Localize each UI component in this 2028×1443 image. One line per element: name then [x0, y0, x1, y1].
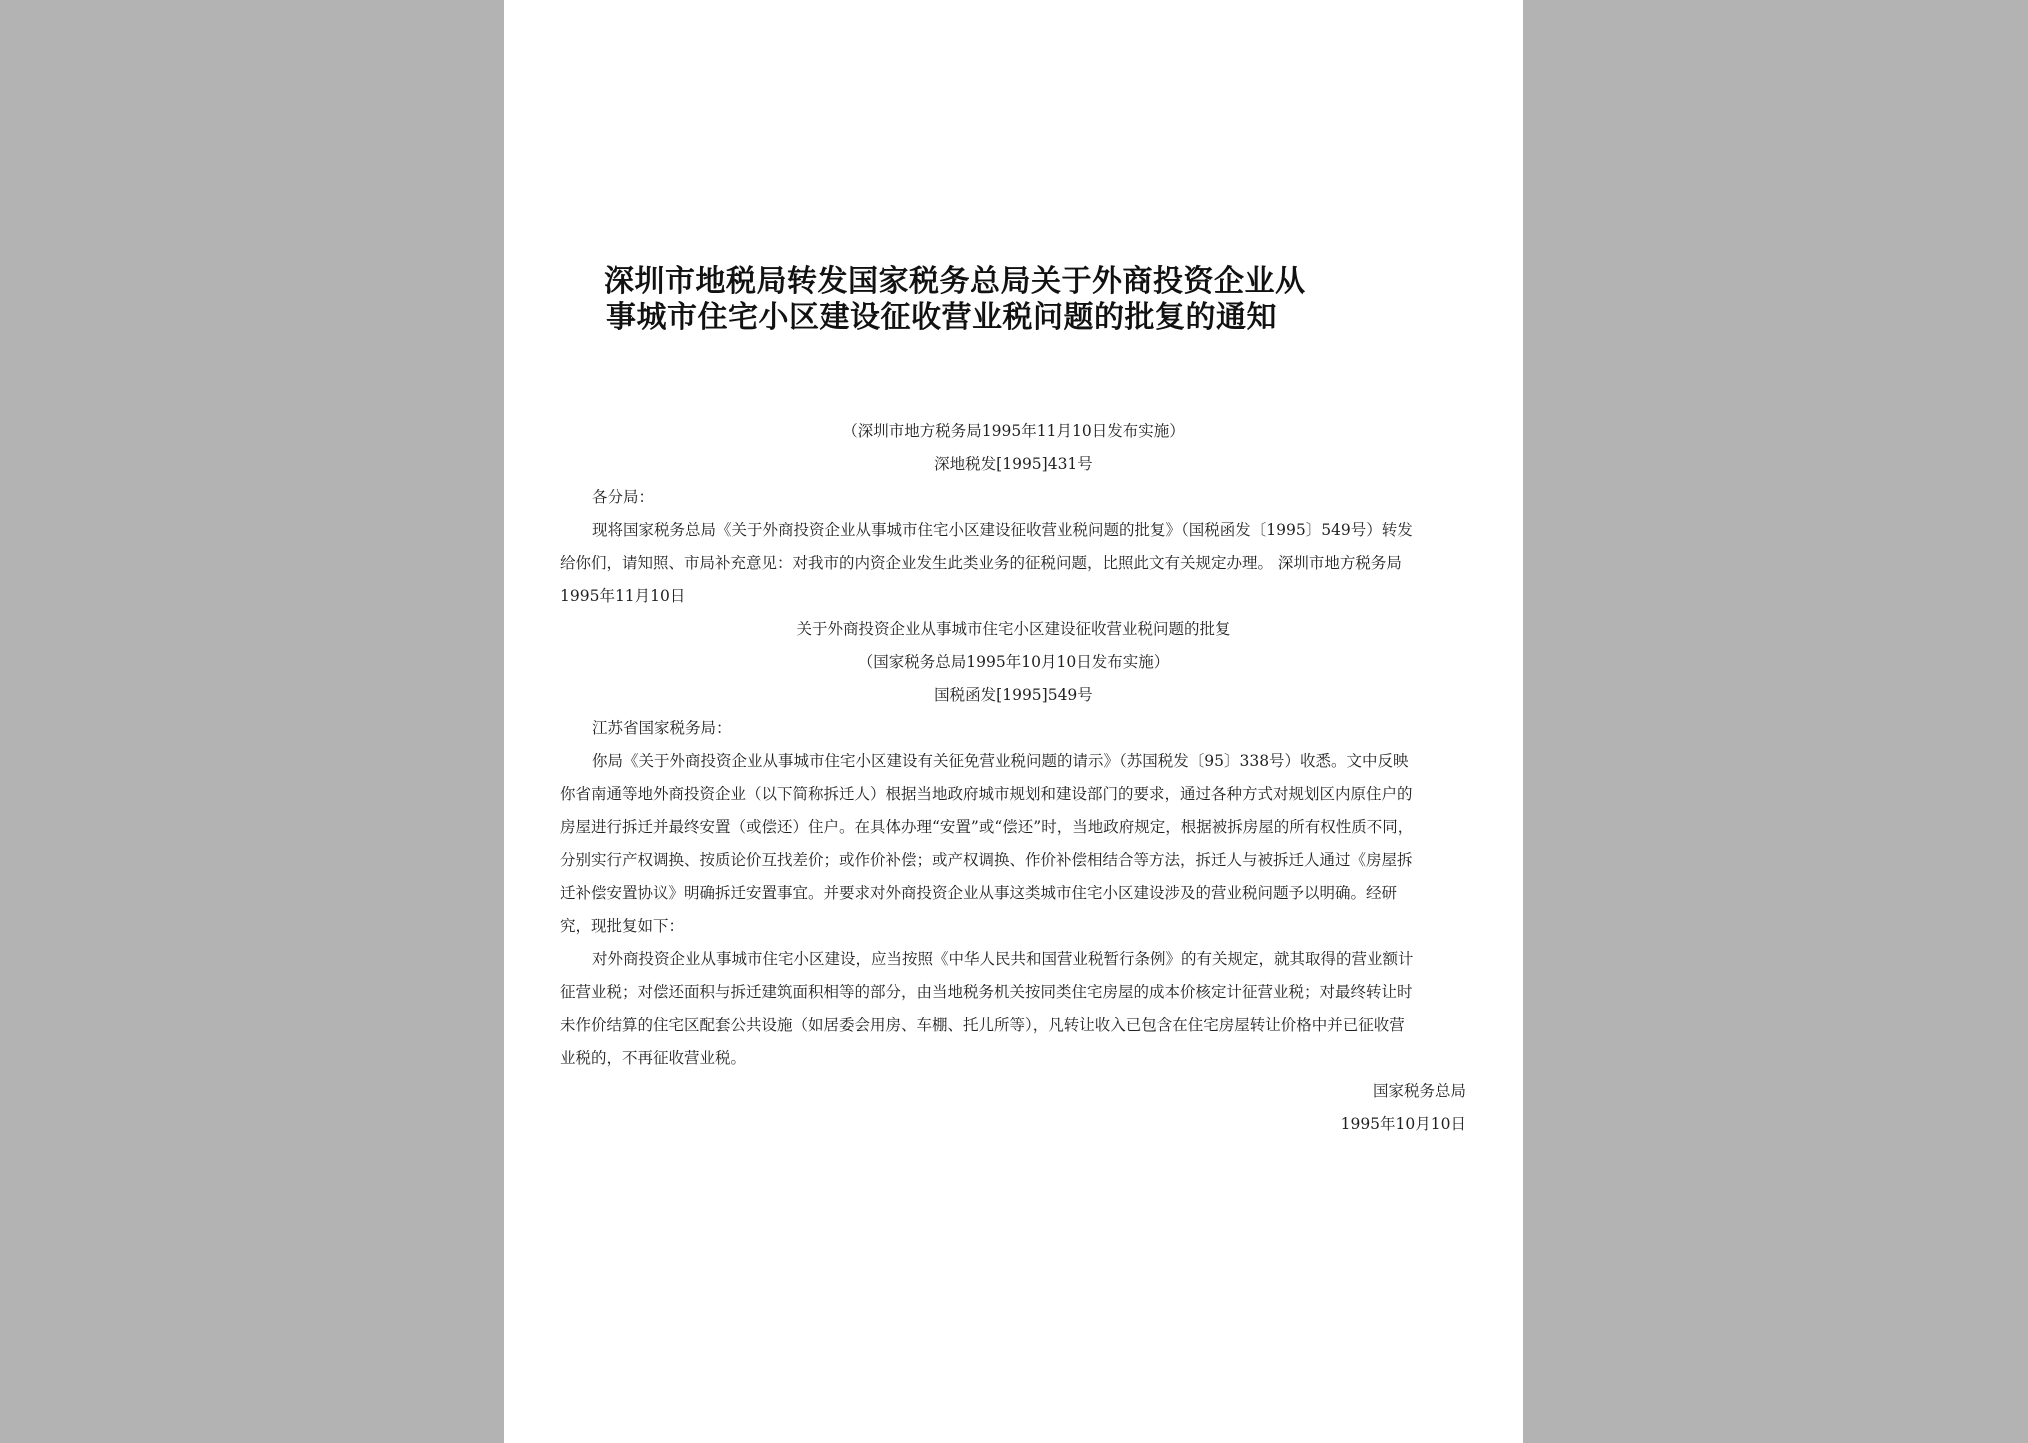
issuance-note: （深圳市地方税务局1995年11月10日发布实施）: [842, 422, 1185, 440]
document-number: 深地税发[1995]431号: [934, 455, 1093, 473]
paragraph-line: 迁补偿安置协议》明确拆迁安置事宜。并要求对外商投资企业从事这类城市住宅小区建设涉及的营业税问题予以明确。经研: [560, 884, 1398, 902]
paragraph-line: 业税的，不再征收营业税。: [560, 1049, 747, 1067]
reply-salutation: 江苏省国家税务局：: [592, 719, 732, 737]
signature: 国家税务总局: [1372, 1082, 1466, 1100]
paragraph-line: 征营业税；对偿还面积与拆迁建筑面积相等的部分，由当地税务机关按同类住宅房屋的成本价核定计征营业税；对最终转让时: [560, 983, 1413, 1001]
body-line: 现将国家税务总局《关于外商投资企业从事城市住宅小区建设征收营业税问题的批复》（国税函发〔1995〕549号）转发: [592, 521, 1413, 539]
paragraph-line: 未作价结算的住宅区配套公共设施（如居委会用房、车棚、托儿所等），凡转让收入已包含在住宅房屋转让价格中并已征收营: [560, 1016, 1405, 1034]
title-line: 事城市住宅小区建设征收营业税问题的批复的通知: [606, 300, 1277, 335]
paragraph-line: 分别实行产权调换、按质论价互找差价；或作价补偿；或产权调换、作价补偿相结合等方法，拆迁人与被拆迁人通过《房屋拆: [560, 851, 1413, 869]
reply-document-number: 国税函发[1995]549号: [934, 686, 1093, 704]
paragraph-line: 对外商投资企业从事城市住宅小区建设，应当按照《中华人民共和国营业税暂行条例》的有关规定，就其取得的营业额计: [592, 950, 1414, 968]
body-line: 给你们，请知照、市局补充意见：对我市的内资企业发生此类业务的征税问题，比照此文有关规定办理。 深圳市地方税务局: [560, 554, 1402, 572]
body-line: 1995年11月10日: [560, 587, 686, 605]
reply-title: 关于外商投资企业从事城市住宅小区建设征收营业税问题的批复: [796, 620, 1231, 638]
paragraph-line: 房屋进行拆迁并最终安置（或偿还）住户。在具体办理“安置”或“偿还”时，当地政府规定，根据被拆房屋的所有权性质不同，: [560, 818, 1414, 836]
reply-issuance-note: （国家税务总局1995年10月10日发布实施）: [857, 653, 1170, 671]
paragraph-line: 究，现批复如下：: [560, 917, 685, 935]
document-page: [504, 0, 1523, 1443]
title-line: 深圳市地税局转发国家税务总局关于外商投资企业从: [604, 264, 1306, 299]
salutation: 各分局：: [592, 488, 655, 506]
paragraph-line: 你局《关于外商投资企业从事城市住宅小区建设有关征免营业税问题的请示》（苏国税发〔95〕338号）收悉。文中反映: [592, 752, 1409, 770]
signature-date: 1995年10月10日: [1340, 1115, 1466, 1133]
document-title: [604, 264, 1484, 336]
paragraph-line: 你省南通等地外商投资企业（以下简称拆迁人）根据当地政府城市规划和建设部门的要求，通过各种方式对规划区内原住户的: [560, 785, 1413, 803]
